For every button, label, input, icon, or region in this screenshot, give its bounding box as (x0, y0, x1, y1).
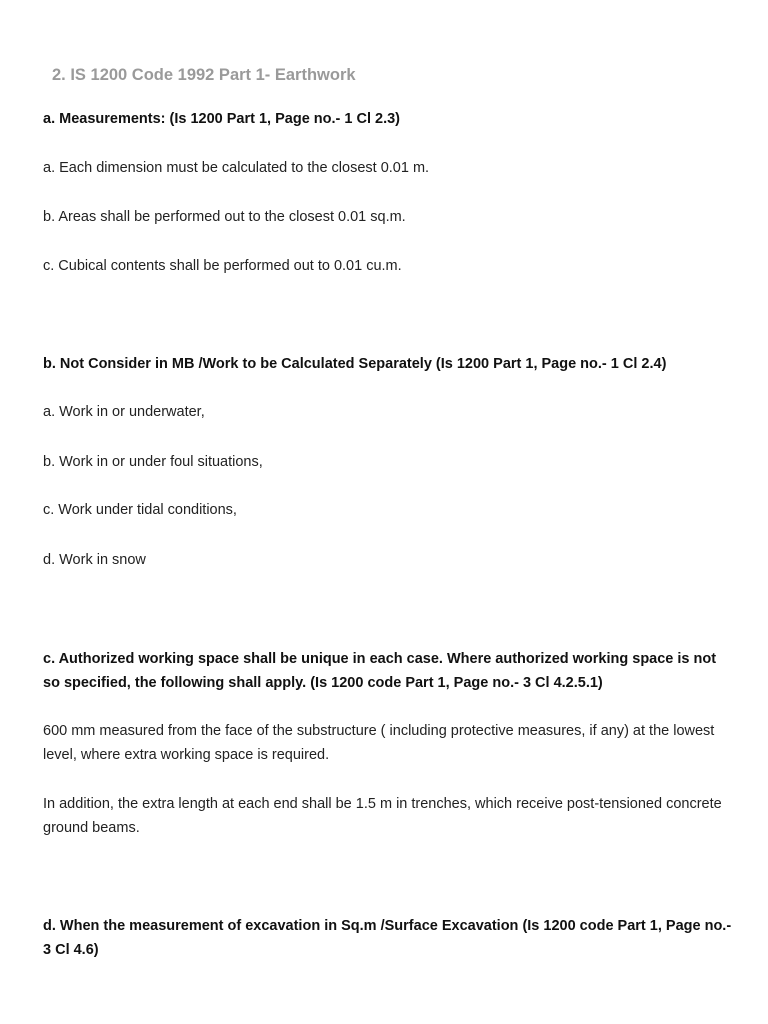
document-title: 2. IS 1200 Code 1992 Part 1- Earthwork (52, 66, 356, 84)
section-b-item: c. Work under tidal conditions, (43, 502, 237, 518)
section-d-heading: d. When the measurement of excavation in Sq.m /Surface Excavation (Is 1200 code Part 1, Page no.- 3 Cl 4.6) (43, 918, 732, 958)
section-c-heading: c. Authorized working space shall be unique in each case. Where authorized working space is not so specified, the following shall apply. (Is 1200 code Part 1, Page no.- 3 Cl 4.2.5.1) (43, 651, 717, 691)
section-a-item: a. Each dimension must be calculated to the closest 0.01 m. (43, 160, 430, 176)
section-b-item: b. Work in or under foul situations, (43, 454, 263, 470)
section-b-item: a. Work in or underwater, (43, 404, 205, 420)
section-c-paragraph: In addition, the extra length at each end shall be 1.5 m in trenches, which receive post-tensioned concrete ground beams. (43, 796, 722, 836)
section-b-heading: b. Not Consider in MB /Work to be Calculated Separately (Is 1200 Part 1, Page no.- 1 Cl 2.4) (43, 356, 667, 372)
section-c-paragraph: 600 mm measured from the face of the substructure ( including protective measures, if any) at the lowest level, where extra working space is required. (43, 723, 715, 763)
section-a-item: b. Areas shall be performed out to the closest 0.01 sq.m. (43, 209, 406, 225)
section-a-heading: a. Measurements: (Is 1200 Part 1, Page no.- 1 Cl 2.3) (43, 111, 401, 127)
section-a-item: c. Cubical contents shall be performed out to 0.01 cu.m. (43, 258, 402, 274)
section-b-item: d. Work in snow (43, 552, 146, 568)
